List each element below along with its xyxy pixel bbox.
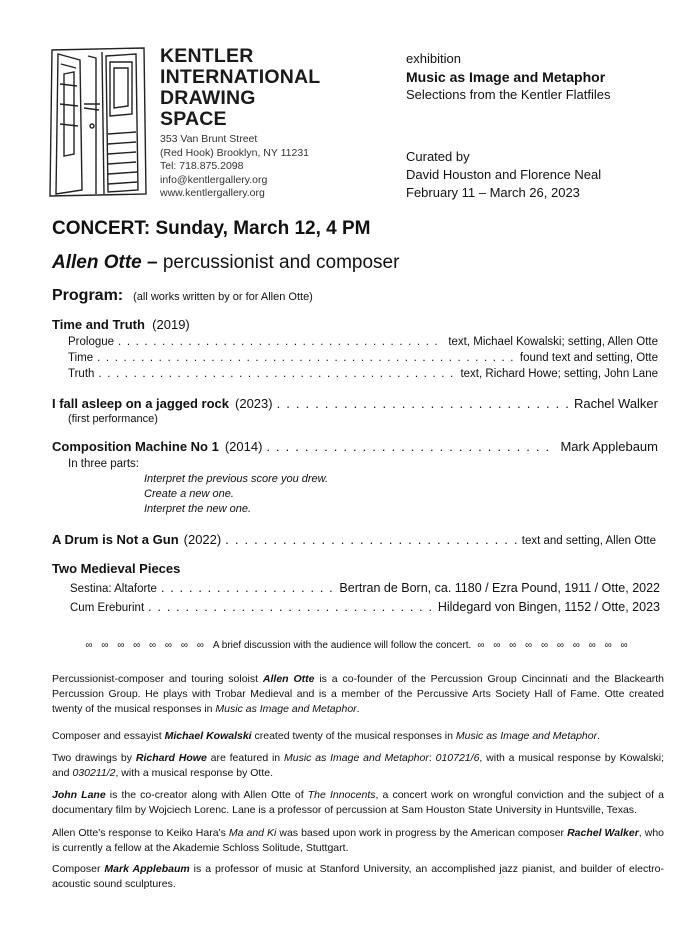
bio-drawing-title: 030211/2 [72,767,116,779]
bio-text: created twenty of the musical responses in [251,730,456,742]
gallery-logo-drawing [44,44,152,199]
work-credit: Mark Applebaum [560,439,658,454]
bio-text: was based upon work in progress by the American composer [276,827,568,839]
bio-text: is the co-creator along with Allen Otte of [105,789,308,801]
work-title-text: Time and Truth [52,317,145,332]
bio-text: Two drawings by [52,752,136,764]
bio-text: , who is currently a fellow at the Akademie Schloss Solitude, Stuttgart. [52,827,665,854]
gallery-name [160,46,320,130]
exhibition-info [406,50,610,104]
work-instruction: Interpret the previous score you drew. [144,473,329,485]
bio-text: is a co-founder of the Percussion Group Cincinnati and the Blackearth Percussion Group. He plays with Trobar Medieval and is a member of the Percussive Arts Society Hall of Fame. Otte created twenty of the musical responses in [52,673,664,715]
performer-role: percussionist and composer [157,252,400,273]
work-year: (2022) [183,532,222,547]
work-title-text: Composition Machine No 1 [52,439,219,454]
work-year: (2023) [235,396,273,411]
part-credit: found text and setting, Otte [519,352,658,364]
gallery-info [160,46,320,201]
discussion-text: A brief discussion with the audience will follow the concert. [212,640,472,651]
bio-text: Composer [52,863,105,875]
bio-drawing-title: 010721/6 [435,752,480,764]
gallery-name-line: DRAWING [160,87,256,109]
exhibition-dates: February 11 – March 26, 2023 [406,185,580,200]
work-part [70,579,660,598]
part-name: Prologue [68,336,115,348]
part-credit: text, Richard Howe; setting, John Lane [460,368,658,380]
curated-label: Curated by [406,149,470,164]
address-website: www.kentlergallery.org [160,187,265,199]
work-title-row [52,439,658,454]
bio-allen-otte [52,672,664,717]
work-drum-not-gun [52,532,656,549]
part-name: Cum Ereburint [70,602,145,614]
program-note: (all works written by or for Allen Otte) [133,291,313,303]
work-intro: In three parts: [68,458,139,470]
work-title-text: I fall asleep on a jagged rock [52,396,230,411]
performer-line [52,252,399,274]
part-credit: Bertran de Born, ca. 1180 / Ezra Pound, 1911 / Otte, 2022 [339,581,660,595]
bio-text: . [356,703,360,715]
bio-work-title: Ma and Ki [228,827,277,839]
bio-work-title: Music as Image and Metaphor [215,703,357,715]
address-phone: Tel: 718.875.2098 [160,160,244,172]
bio-michael-kowalski [52,729,664,744]
concert-heading: CONCERT: Sunday, March 12, 4 PM [52,218,371,239]
bio-text: , with a musical response by Kowalski; and [52,752,665,779]
work-instruction: Create a new one. [144,488,234,500]
infinity-symbols-right: ∞ ∞ ∞ ∞ ∞ ∞ ∞ ∞ ∞ ∞ [477,640,631,651]
gallery-name-line: KENTLER [160,45,254,67]
bio-text: are featured in [206,752,284,764]
performer-name: Allen Otte – [52,252,158,273]
work-title-text: Two Medieval Pieces [52,561,181,576]
bio-work-title: Music as Image and Metaphor [283,752,429,764]
part-credit: text, Michael Kowalski; setting, Allen Otte [448,336,658,348]
bio-text: is a professor of music at Stanford University, an accomplished jazz pianist, and builder of electro-acoustic sound sculptures. [52,863,664,890]
infinity-symbols-left: ∞ ∞ ∞ ∞ ∞ ∞ ∞ ∞ [85,640,207,651]
work-note: (first performance) [68,413,158,425]
bio-name: Mark Applebaum [104,863,190,875]
bio-mark-applebaum [52,862,664,892]
part-name: Truth [68,368,95,380]
bio-name: Michael Kowalski [164,730,252,742]
bio-rachel-walker [52,826,664,856]
part-name: Time [68,352,94,364]
bio-john-lane [52,788,664,818]
work-title-row [52,532,656,549]
work-part [68,366,658,382]
address-street: 353 Van Brunt Street [160,133,258,145]
gallery-address [160,133,320,201]
exhibition-title: Music as Image and Metaphor [406,69,606,85]
exhibition-label: exhibition [406,51,461,66]
work-credit: text and setting, Allen Otte [521,535,656,547]
address-city: (Red Hook) Brooklyn, NY 11231 [160,146,310,159]
work-two-medieval [52,561,660,617]
door-sketch-icon [44,44,152,199]
curators: David Houston and Florence Neal [406,167,602,182]
part-name: Sestina: Altaforte [70,583,157,595]
work-time-and-truth [52,317,658,382]
part-credit: Hildegard von Bingen, 1152 / Otte, 2023 [437,600,660,614]
work-year: (2019) [152,317,190,332]
gallery-name-line: SPACE [160,108,227,130]
program-label: Program: [52,287,124,304]
work-composition-machine [52,439,658,517]
bio-text: , with a musical response by Otte. [115,767,274,779]
bio-name: John Lane [52,789,106,801]
gallery-name-line: INTERNATIONAL [160,66,321,88]
address-email: info@kentlergallery.org [160,173,268,186]
bio-text: : [428,752,436,764]
bio-text: , a concert work on wrongful conviction and the subject of a documentary film by Wojciech Lorenc. Lane is a professor of percussion at Sam Houston State University in Huntsville, Texas. [52,789,664,816]
bio-name: Richard Howe [135,752,207,764]
work-jagged-rock [52,396,658,425]
bio-work-title: Music as Image and Metaphor [455,730,598,742]
bio-work-title: The Innocents [307,789,376,801]
work-title-row [52,396,658,411]
discussion-line [68,640,648,651]
work-part [68,350,658,366]
work-title-text: A Drum is Not a Gun [52,532,179,547]
work-part [68,334,658,350]
work-year: (2014) [224,439,263,454]
work-title [52,317,658,332]
work-part [70,598,660,617]
work-credit: Rachel Walker [573,396,658,411]
bio-text: Composer and essayist [52,730,165,742]
bio-name: Rachel Walker [567,827,639,839]
bio-text: Percussionist-composer and touring soloist [52,673,263,685]
bio-text: . [597,730,601,742]
bio-richard-howe [52,751,664,781]
work-instruction: Interpret the new one. [144,503,252,515]
bio-name: Allen Otte [262,673,315,685]
program-heading [52,287,313,305]
curator-info [406,148,601,202]
exhibition-subtitle: Selections from the Kentler Flatfiles [406,87,611,102]
bio-text: Allen Otte's response to Keiko Hara's [52,827,229,839]
